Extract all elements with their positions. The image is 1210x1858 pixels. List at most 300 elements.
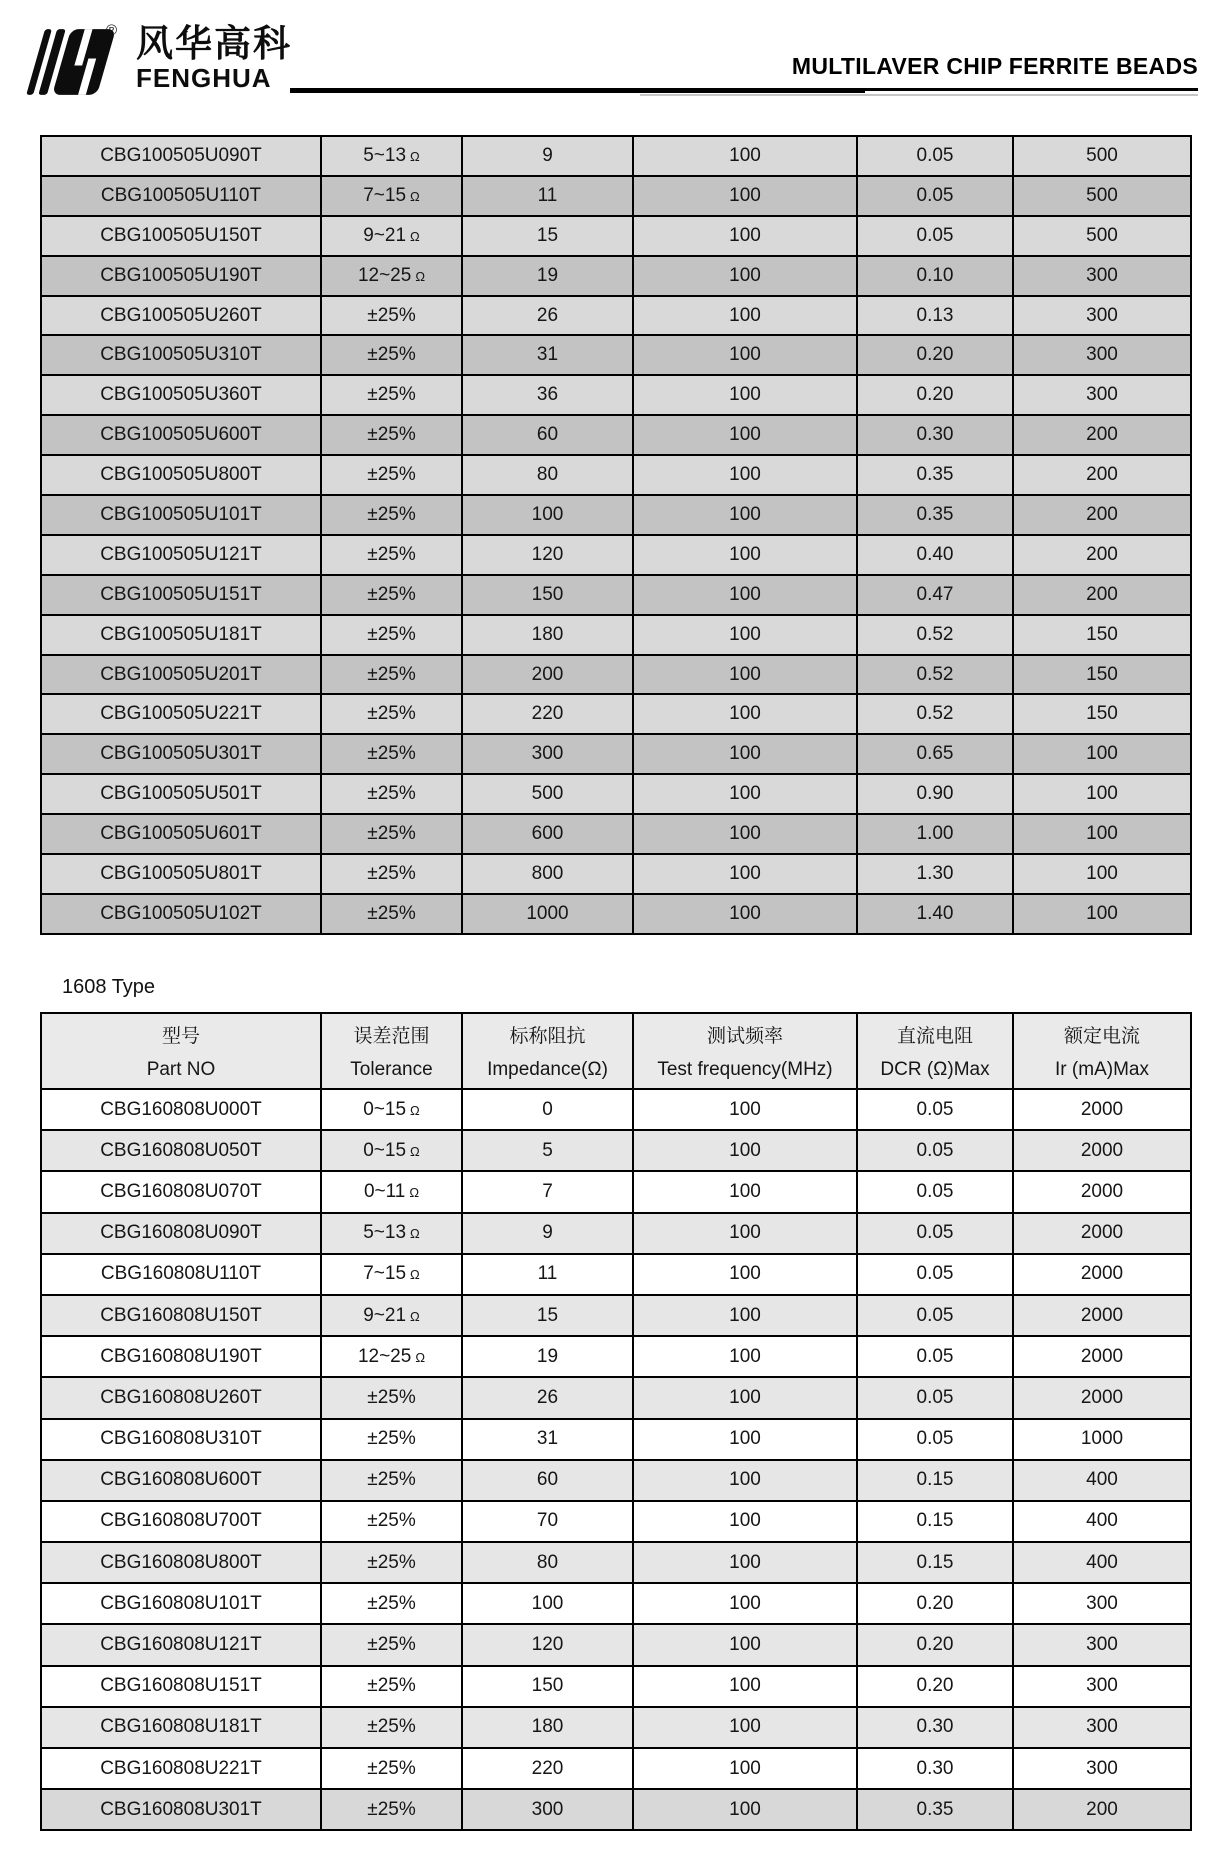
tolerance-cell: ±25% [321, 335, 462, 375]
tolerance-cell: ±25% [321, 296, 462, 336]
test-frequency-cell: 100 [633, 495, 857, 535]
tolerance-cell: 0~15 Ω [321, 1130, 462, 1171]
table-row [41, 1460, 1191, 1501]
part-no-cell: CBG160808U190T [41, 1336, 321, 1377]
test-frequency-cell: 100 [633, 894, 857, 934]
table-row [41, 1295, 1191, 1336]
ir-cell: 300 [1013, 1748, 1191, 1789]
impedance-cell: 300 [462, 1789, 633, 1830]
part-no-cell: CBG160808U260T [41, 1377, 321, 1418]
ir-cell: 400 [1013, 1542, 1191, 1583]
tolerance-cell: ±25% [321, 535, 462, 575]
test-frequency-cell: 100 [633, 1542, 857, 1583]
tolerance-cell: ±25% [321, 734, 462, 774]
part-no-cell: CBG100505U151T [41, 575, 321, 615]
test-frequency-cell: 100 [633, 1501, 857, 1542]
tolerance-cell: ±25% [321, 1707, 462, 1748]
col-header-english: Ir (mA)Max [1055, 1059, 1149, 1080]
table-row [41, 296, 1191, 336]
table-row [41, 1624, 1191, 1665]
part-no-cell: CBG160808U221T [41, 1748, 321, 1789]
dcr-cell: 0.05 [857, 1336, 1013, 1377]
table-row [41, 575, 1191, 615]
dcr-cell: 0.05 [857, 176, 1013, 216]
brand-block [136, 25, 292, 91]
test-frequency-cell: 100 [633, 1624, 857, 1665]
impedance-cell: 0 [462, 1089, 633, 1130]
ir-cell: 200 [1013, 1789, 1191, 1830]
ohm-symbol: Ω [410, 1226, 420, 1242]
ir-cell: 500 [1013, 136, 1191, 176]
test-frequency-cell: 100 [633, 1089, 857, 1130]
dcr-cell: 0.30 [857, 415, 1013, 455]
impedance-cell: 800 [462, 854, 633, 894]
impedance-cell: 31 [462, 1419, 633, 1460]
impedance-cell: 500 [462, 774, 633, 814]
tolerance-cell: 0~11 Ω [321, 1171, 462, 1212]
tolerance-cell: ±25% [321, 1501, 462, 1542]
tolerance-cell: ±25% [321, 1789, 462, 1830]
part-no-cell: CBG160808U101T [41, 1583, 321, 1624]
col-header-chinese: 额定电流 [1063, 1026, 1140, 1047]
ir-cell: 400 [1013, 1460, 1191, 1501]
ir-cell: 200 [1013, 455, 1191, 495]
impedance-cell: 600 [462, 814, 633, 854]
ir-cell: 200 [1013, 535, 1191, 575]
part-no-cell: CBG100505U360T [41, 375, 321, 415]
dcr-cell: 0.52 [857, 655, 1013, 695]
tolerance-cell: ±25% [321, 455, 462, 495]
dcr-cell: 0.30 [857, 1748, 1013, 1789]
ir-cell: 100 [1013, 894, 1191, 934]
test-frequency-cell: 100 [633, 1789, 857, 1830]
dcr-cell: 1.00 [857, 814, 1013, 854]
tolerance-cell: ±25% [321, 1377, 462, 1418]
col-header-chinese: 标称阻抗 [509, 1026, 586, 1047]
col-header-chinese: 测试频率 [706, 1026, 783, 1047]
table-row [41, 216, 1191, 256]
impedance-cell: 70 [462, 1501, 633, 1542]
ir-cell: 1000 [1013, 1419, 1191, 1460]
part-no-cell: CBG100505U501T [41, 774, 321, 814]
impedance-cell: 9 [462, 1213, 633, 1254]
part-no-cell: CBG160808U151T [41, 1666, 321, 1707]
dcr-cell: 0.52 [857, 615, 1013, 655]
table-row [41, 535, 1191, 575]
dcr-cell: 0.35 [857, 495, 1013, 535]
table-row [41, 1336, 1191, 1377]
ohm-symbol: Ω [410, 228, 420, 244]
ir-cell: 300 [1013, 1666, 1191, 1707]
dcr-cell: 0.90 [857, 774, 1013, 814]
part-no-cell: CBG100505U110T [41, 176, 321, 216]
ir-cell: 150 [1013, 694, 1191, 734]
table-row [41, 1213, 1191, 1254]
impedance-cell: 60 [462, 415, 633, 455]
table-row [41, 655, 1191, 695]
table-row [41, 1254, 1191, 1295]
impedance-cell: 11 [462, 1254, 633, 1295]
col-header-chinese: 直流电阻 [896, 1026, 973, 1047]
impedance-cell: 100 [462, 495, 633, 535]
ir-cell: 2000 [1013, 1171, 1191, 1212]
tolerance-cell: ±25% [321, 1583, 462, 1624]
test-frequency-cell: 100 [633, 1171, 857, 1212]
test-frequency-cell: 100 [633, 615, 857, 655]
ir-cell: 200 [1013, 575, 1191, 615]
header-rule-shadow [640, 94, 1198, 96]
part-no-cell: CBG100505U260T [41, 296, 321, 336]
part-no-cell: CBG160808U121T [41, 1624, 321, 1665]
ir-cell: 100 [1013, 774, 1191, 814]
dcr-cell: 0.05 [857, 1213, 1013, 1254]
col-header-part-no [41, 1013, 321, 1089]
part-no-cell: CBG160808U070T [41, 1171, 321, 1212]
impedance-cell: 26 [462, 296, 633, 336]
col-header-dcr [857, 1013, 1013, 1089]
impedance-cell: 26 [462, 1377, 633, 1418]
ir-cell: 2000 [1013, 1089, 1191, 1130]
ir-cell: 300 [1013, 1707, 1191, 1748]
table-row [41, 1542, 1191, 1583]
dcr-cell: 0.05 [857, 1130, 1013, 1171]
ir-cell: 300 [1013, 1624, 1191, 1665]
col-header-chinese: 误差范围 [353, 1026, 430, 1047]
part-no-cell: CBG100505U181T [41, 615, 321, 655]
tolerance-cell: 7~15 Ω [321, 176, 462, 216]
table-row [41, 136, 1191, 176]
test-frequency-cell: 100 [633, 535, 857, 575]
test-frequency-cell: 100 [633, 854, 857, 894]
impedance-cell: 220 [462, 1748, 633, 1789]
tolerance-cell: ±25% [321, 894, 462, 934]
part-no-cell: CBG160808U090T [41, 1213, 321, 1254]
part-no-cell: CBG160808U050T [41, 1130, 321, 1171]
tolerance-cell: ±25% [321, 655, 462, 695]
impedance-cell: 15 [462, 1295, 633, 1336]
dcr-cell: 0.35 [857, 1789, 1013, 1830]
test-frequency-cell: 100 [633, 1583, 857, 1624]
col-header-english: Part NO [146, 1059, 216, 1080]
page-title: MULTILAVER CHIP FERRITE BEADS [791, 53, 1198, 79]
table-row [41, 415, 1191, 455]
tolerance-cell: 0~15 Ω [321, 1089, 462, 1130]
test-frequency-cell: 100 [633, 1130, 857, 1171]
part-no-cell: CBG100505U201T [41, 655, 321, 695]
tolerance-cell: ±25% [321, 415, 462, 455]
ir-cell: 200 [1013, 415, 1191, 455]
part-no-cell: CBG160808U600T [41, 1460, 321, 1501]
dcr-cell: 0.20 [857, 1666, 1013, 1707]
ir-cell: 2000 [1013, 1213, 1191, 1254]
table-row [41, 455, 1191, 495]
dcr-cell: 0.05 [857, 1419, 1013, 1460]
test-frequency-cell: 100 [633, 1295, 857, 1336]
ir-cell: 300 [1013, 296, 1191, 336]
tolerance-cell: ±25% [321, 1666, 462, 1707]
dcr-cell: 0.05 [857, 216, 1013, 256]
tolerance-cell: ±25% [321, 1419, 462, 1460]
tolerance-cell: ±25% [321, 1542, 462, 1583]
dcr-cell: 0.15 [857, 1542, 1013, 1583]
table-row [41, 256, 1191, 296]
impedance-cell: 80 [462, 1542, 633, 1583]
table-row [41, 1130, 1191, 1171]
test-frequency-cell: 100 [633, 1666, 857, 1707]
ir-cell: 300 [1013, 375, 1191, 415]
part-no-cell: CBG160808U000T [41, 1089, 321, 1130]
part-no-cell: CBG100505U601T [41, 814, 321, 854]
test-frequency-cell: 100 [633, 1707, 857, 1748]
table-row [41, 1583, 1191, 1624]
dcr-cell: 0.05 [857, 1254, 1013, 1295]
impedance-cell: 80 [462, 455, 633, 495]
ir-cell: 150 [1013, 615, 1191, 655]
test-frequency-cell: 100 [633, 1213, 857, 1254]
part-no-cell: CBG160808U150T [41, 1295, 321, 1336]
test-frequency-cell: 100 [633, 296, 857, 336]
dcr-cell: 0.15 [857, 1501, 1013, 1542]
table-row [41, 894, 1191, 934]
col-header-english: Impedance(Ω) [487, 1059, 608, 1080]
col-header-impedance [462, 1013, 633, 1089]
tolerance-cell: ±25% [321, 615, 462, 655]
col-header-chinese: 型号 [161, 1026, 200, 1047]
table-row [41, 1501, 1191, 1542]
ohm-symbol: Ω [410, 1267, 420, 1283]
part-no-cell: CBG100505U090T [41, 136, 321, 176]
test-frequency-cell: 100 [633, 415, 857, 455]
tolerance-cell: ±25% [321, 694, 462, 734]
ohm-symbol: Ω [410, 1143, 420, 1159]
ir-cell: 2000 [1013, 1377, 1191, 1418]
table-row [41, 1748, 1191, 1789]
brand-name-chinese: 风华高科 [136, 23, 292, 64]
impedance-cell: 60 [462, 1460, 633, 1501]
tolerance-cell: 9~21 Ω [321, 216, 462, 256]
table-1608-type [40, 1012, 1192, 1831]
impedance-cell: 180 [462, 1707, 633, 1748]
col-header-tolerance [321, 1013, 462, 1089]
test-frequency-cell: 100 [633, 216, 857, 256]
tolerance-cell: 5~13 Ω [321, 136, 462, 176]
impedance-cell: 300 [462, 734, 633, 774]
tolerance-cell: ±25% [321, 1460, 462, 1501]
ir-cell: 2000 [1013, 1336, 1191, 1377]
test-frequency-cell: 100 [633, 1336, 857, 1377]
dcr-cell: 0.20 [857, 1624, 1013, 1665]
test-frequency-cell: 100 [633, 136, 857, 176]
tolerance-cell: 12~25 Ω [321, 1336, 462, 1377]
part-no-cell: CBG100505U600T [41, 415, 321, 455]
dcr-cell: 0.05 [857, 1089, 1013, 1130]
part-no-cell: CBG100505U102T [41, 894, 321, 934]
part-no-cell: CBG100505U150T [41, 216, 321, 256]
col-header-ir [1013, 1013, 1191, 1089]
table-row [41, 854, 1191, 894]
dcr-cell: 0.05 [857, 1295, 1013, 1336]
brand-name-latin: FENGHUA [136, 63, 272, 93]
table-row [41, 814, 1191, 854]
dcr-cell: 0.05 [857, 136, 1013, 176]
part-no-cell: CBG100505U121T [41, 535, 321, 575]
test-frequency-cell: 100 [633, 1419, 857, 1460]
dcr-cell: 1.40 [857, 894, 1013, 934]
test-frequency-cell: 100 [633, 176, 857, 216]
impedance-cell: 15 [462, 216, 633, 256]
tolerance-cell: ±25% [321, 495, 462, 535]
table-row [41, 1171, 1191, 1212]
part-no-cell: CBG100505U800T [41, 455, 321, 495]
tolerance-cell: ±25% [321, 575, 462, 615]
test-frequency-cell: 100 [633, 694, 857, 734]
impedance-cell: 7 [462, 1171, 633, 1212]
table-row [41, 495, 1191, 535]
col-header-test-frequency [633, 1013, 857, 1089]
impedance-cell: 1000 [462, 894, 633, 934]
ir-cell: 300 [1013, 335, 1191, 375]
tolerance-cell: 7~15 Ω [321, 1254, 462, 1295]
ohm-symbol: Ω [415, 268, 426, 284]
impedance-cell: 5 [462, 1130, 633, 1171]
impedance-cell: 19 [462, 256, 633, 296]
col-header-english: Tolerance [350, 1059, 433, 1080]
ir-cell: 2000 [1013, 1130, 1191, 1171]
part-no-cell: CBG100505U801T [41, 854, 321, 894]
dcr-cell: 0.47 [857, 575, 1013, 615]
part-no-cell: CBG100505U190T [41, 256, 321, 296]
table-100505-continued [40, 135, 1192, 935]
test-frequency-cell: 100 [633, 1377, 857, 1418]
table-row [41, 335, 1191, 375]
table-row [41, 1666, 1191, 1707]
dcr-cell: 0.20 [857, 335, 1013, 375]
table-row [41, 176, 1191, 216]
part-no-cell: CBG160808U310T [41, 1419, 321, 1460]
test-frequency-cell: 100 [633, 455, 857, 495]
table-row [41, 1707, 1191, 1748]
impedance-cell: 200 [462, 655, 633, 695]
ohm-symbol: Ω [410, 1102, 420, 1118]
impedance-cell: 36 [462, 375, 633, 415]
test-frequency-cell: 100 [633, 1748, 857, 1789]
section-label-1608-type: 1608 Type [62, 976, 156, 998]
tolerance-cell: 5~13 Ω [321, 1213, 462, 1254]
test-frequency-cell: 100 [633, 1254, 857, 1295]
ohm-symbol: Ω [410, 1308, 420, 1324]
tolerance-cell: ±25% [321, 375, 462, 415]
impedance-cell: 9 [462, 136, 633, 176]
dcr-cell: 0.65 [857, 734, 1013, 774]
test-frequency-cell: 100 [633, 575, 857, 615]
tolerance-cell: ±25% [321, 1624, 462, 1665]
test-frequency-cell: 100 [633, 734, 857, 774]
ir-cell: 100 [1013, 854, 1191, 894]
table-row [41, 1789, 1191, 1830]
ohm-symbol: Ω [410, 188, 420, 204]
ir-cell: 150 [1013, 655, 1191, 695]
table-row [41, 375, 1191, 415]
part-no-cell: CBG160808U301T [41, 1789, 321, 1830]
table-row [41, 1377, 1191, 1418]
dcr-cell: 0.05 [857, 1171, 1013, 1212]
tolerance-cell: ±25% [321, 854, 462, 894]
test-frequency-cell: 100 [633, 814, 857, 854]
table-header-row [41, 1013, 1191, 1089]
test-frequency-cell: 100 [633, 335, 857, 375]
test-frequency-cell: 100 [633, 655, 857, 695]
dcr-cell: 0.10 [857, 256, 1013, 296]
tolerance-cell: ±25% [321, 1748, 462, 1789]
impedance-cell: 31 [462, 335, 633, 375]
table-row [41, 734, 1191, 774]
part-no-cell: CBG100505U301T [41, 734, 321, 774]
impedance-cell: 220 [462, 694, 633, 734]
ir-cell: 200 [1013, 495, 1191, 535]
ir-cell: 100 [1013, 814, 1191, 854]
header-rule-thin [863, 88, 1198, 91]
part-no-cell: CBG100505U101T [41, 495, 321, 535]
part-no-cell: CBG100505U310T [41, 335, 321, 375]
dcr-cell: 0.20 [857, 1583, 1013, 1624]
ir-cell: 100 [1013, 734, 1191, 774]
dcr-cell: 0.52 [857, 694, 1013, 734]
table-row [41, 615, 1191, 655]
impedance-cell: 120 [462, 535, 633, 575]
part-no-cell: CBG160808U110T [41, 1254, 321, 1295]
dcr-cell: 0.35 [857, 455, 1013, 495]
col-header-english: Test frequency(MHz) [657, 1059, 833, 1080]
test-frequency-cell: 100 [633, 256, 857, 296]
header-rule-thick [290, 88, 865, 93]
ohm-symbol: Ω [409, 1184, 420, 1200]
impedance-cell: 100 [462, 1583, 633, 1624]
part-no-cell: CBG100505U221T [41, 694, 321, 734]
table-row [41, 774, 1191, 814]
dcr-cell: 0.15 [857, 1460, 1013, 1501]
ir-cell: 500 [1013, 216, 1191, 256]
dcr-cell: 1.30 [857, 854, 1013, 894]
dcr-cell: 0.13 [857, 296, 1013, 336]
table-row [41, 1089, 1191, 1130]
ohm-symbol: Ω [415, 1349, 426, 1365]
ir-cell: 400 [1013, 1501, 1191, 1542]
dcr-cell: 0.40 [857, 535, 1013, 575]
table-row [41, 1419, 1191, 1460]
ir-cell: 500 [1013, 176, 1191, 216]
part-no-cell: CBG160808U800T [41, 1542, 321, 1583]
ir-cell: 300 [1013, 256, 1191, 296]
tolerance-cell: 9~21 Ω [321, 1295, 462, 1336]
dcr-cell: 0.20 [857, 375, 1013, 415]
dcr-cell: 0.30 [857, 1707, 1013, 1748]
impedance-cell: 180 [462, 615, 633, 655]
tolerance-cell: ±25% [321, 814, 462, 854]
impedance-cell: 120 [462, 1624, 633, 1665]
registered-trademark-symbol: ® [106, 22, 118, 39]
ir-cell: 2000 [1013, 1295, 1191, 1336]
test-frequency-cell: 100 [633, 375, 857, 415]
dcr-cell: 0.05 [857, 1377, 1013, 1418]
test-frequency-cell: 100 [633, 774, 857, 814]
impedance-cell: 150 [462, 575, 633, 615]
impedance-cell: 150 [462, 1666, 633, 1707]
ir-cell: 300 [1013, 1583, 1191, 1624]
ir-cell: 2000 [1013, 1254, 1191, 1295]
ohm-symbol: Ω [410, 148, 420, 164]
impedance-cell: 11 [462, 176, 633, 216]
table-row [41, 694, 1191, 734]
